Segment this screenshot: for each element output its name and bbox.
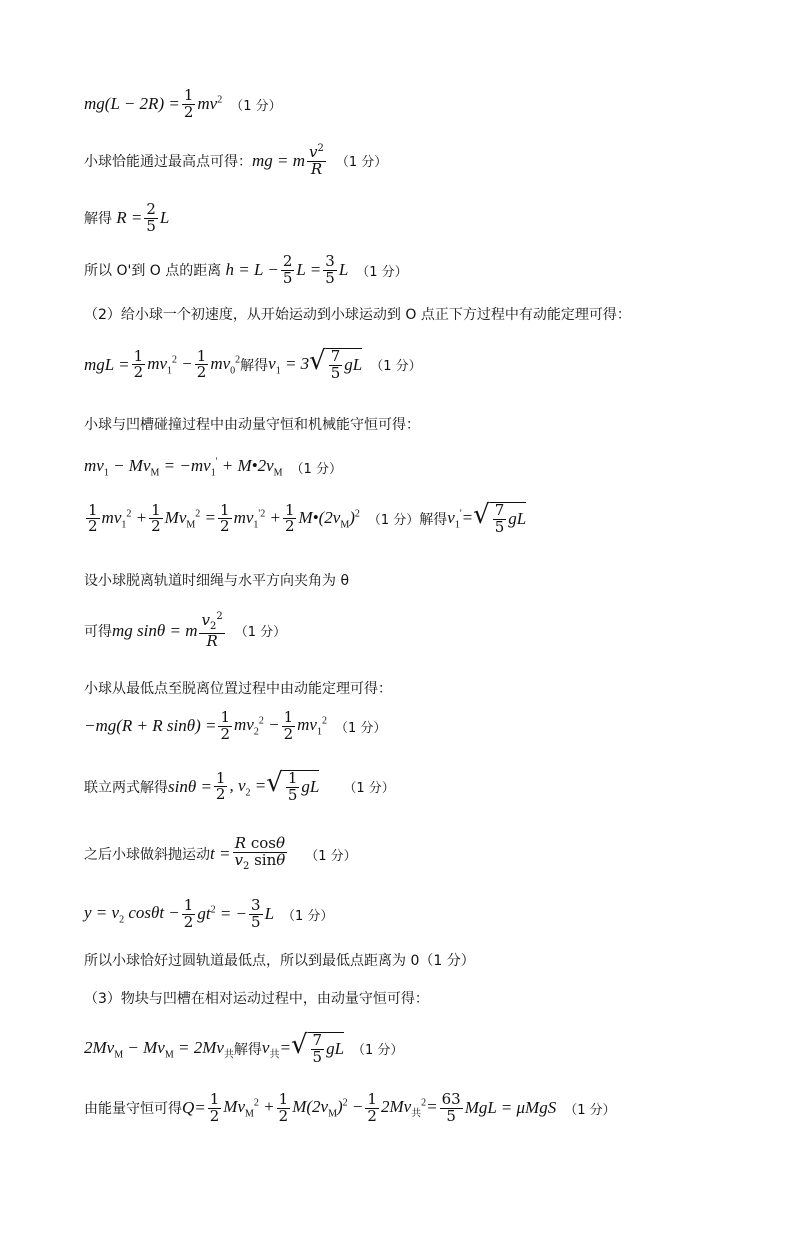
collision-heading: 小球与凹槽碰撞过程中由动量守恒和机械能守恒可得： [84,417,420,433]
equation-top-point: 小球恰能通过最高点可得： mg = m $\frac{v^2}{R}$ （1 分） [84,143,388,178]
text-distance: 所以 O'到 O 点的距离 [84,263,222,280]
text-projectile: 之后小球做斜抛运动 [84,847,210,864]
score-label: （1 分） [335,155,388,171]
score-label: （1 分） [230,98,282,114]
section-2-heading: （2）给小球一个初速度，从开始运动到小球运动到 O 点正下方过程中有动能定理可得： [84,307,631,323]
score-label: （1 分） [367,513,420,529]
energy-heading: 小球从最低点至脱离位置过程中由动能定理可得： [84,681,392,697]
text-obtain: 可得 [84,623,112,640]
equation-work-energy: mgL = $\frac{1}{2}$ $mv_1^2$ − $\frac{1}{2}$ $mv_0^2$ 解得 $v_1 = 3$ √ $\frac{7}{5}$ gL （1 分） [84,346,422,382]
equation-energy-1: mg(L − 2R) = $\frac{1}{2}$ $mv^2$ （1 分） [84,86,282,121]
angle-definition: 设小球脱离轨道时细绳与水平方向夹角为 θ [84,573,350,589]
text-top-point: 小球恰能通过最高点可得： [84,153,252,170]
score-label: （1 分） [305,848,357,864]
score-label: （1 分） [370,359,422,375]
score-label: （1 分） [334,720,387,736]
text-solve: 解得 [419,511,448,528]
equation-heat: 由能量守恒可得 Q= $\frac{1}{2}$ $Mv_M^2$ + $\frac{1}{2}$ $M(2v_M)^2$ − $\frac{1}{2}$ $2Mv_共^2=$ $\frac{63}{5}$ MgL = μMgS （1 分） [84,1090,616,1125]
equation-radius: 解得 R = $\frac{2}{5}$ L [84,200,170,235]
text-solve: 解得 [84,211,112,228]
equation-distance: 所以 O'到 O 点的距离 h = L − $\frac{2}{5}$ L = $\frac{3}{5}$ L （1 分） [84,252,408,287]
score-label: （1 分） [343,781,395,797]
equation-energy-collision: $\frac{1}{2}$ $mv_1^2$ + $\frac{1}{2}$ $Mv_M^2$ = $\frac{1}{2}$ $mv_1^{'2}$ + $\frac{1}{2}$ $M•(2v_M)^2$ （1 分） 解得 $v_1'=$ √ $\frac{7}{5}$ gL [88,500,527,536]
text-solve: 解得 [240,357,269,374]
equation-common-velocity: $2Mv_M - Mv_M = 2Mv_共$ 解得 $v_共=$ √ $\frac{7}{5}$ gL （1 分） [84,1030,404,1066]
equation-displacement: $y = v_2$ cosθt − $\frac{1}{2}$ $gt^2$ = − $\frac{3}{5}$ L （1 分） [84,896,334,931]
score-label: （1 分） [282,908,334,924]
score-label: （1 分） [234,625,287,641]
text-solve: 解得 [233,1041,262,1058]
equation-sin-theta: 联立两式解得 sinθ = $\frac{1}{2}$ , $v_2$ = √ $\frac{1}{5}$ gL （1 分） [84,768,395,804]
score-label: （1 分） [352,1043,404,1059]
score-label: （1 分） [356,264,408,280]
text-combine: 联立两式解得 [84,779,168,796]
text-energy-conservation: 由能量守恒可得 [84,1101,182,1118]
section-3-heading: （3）物块与凹槽在相对运动过程中，由动量守恒可得： [84,991,429,1007]
equation-time: 之后小球做斜抛运动 t = $\frac{\text{R cosθ}}{v_2 \sin\theta}$ （1 分） [84,834,357,872]
equation-momentum: $mv_1 - Mv_M = -mv_1'$ + $M•2v_M$ （1 分） [84,456,342,479]
score-label: （1 分） [564,1102,616,1118]
score-label: （1 分） [290,461,342,477]
conclusion-text: 所以小球恰好过圆轨道最低点，所以到最低点距离为 0（1 分） [84,953,475,969]
equation-work-detach: −mg(R + R sinθ) = $\frac{1}{2}$ $mv_2^2$ − $\frac{1}{2}$ $mv_1^2$ （1 分） [84,708,387,743]
equation-detach: 可得 mg sinθ = m $\frac{v_2^2}{R}$ （1 分） [84,611,287,650]
